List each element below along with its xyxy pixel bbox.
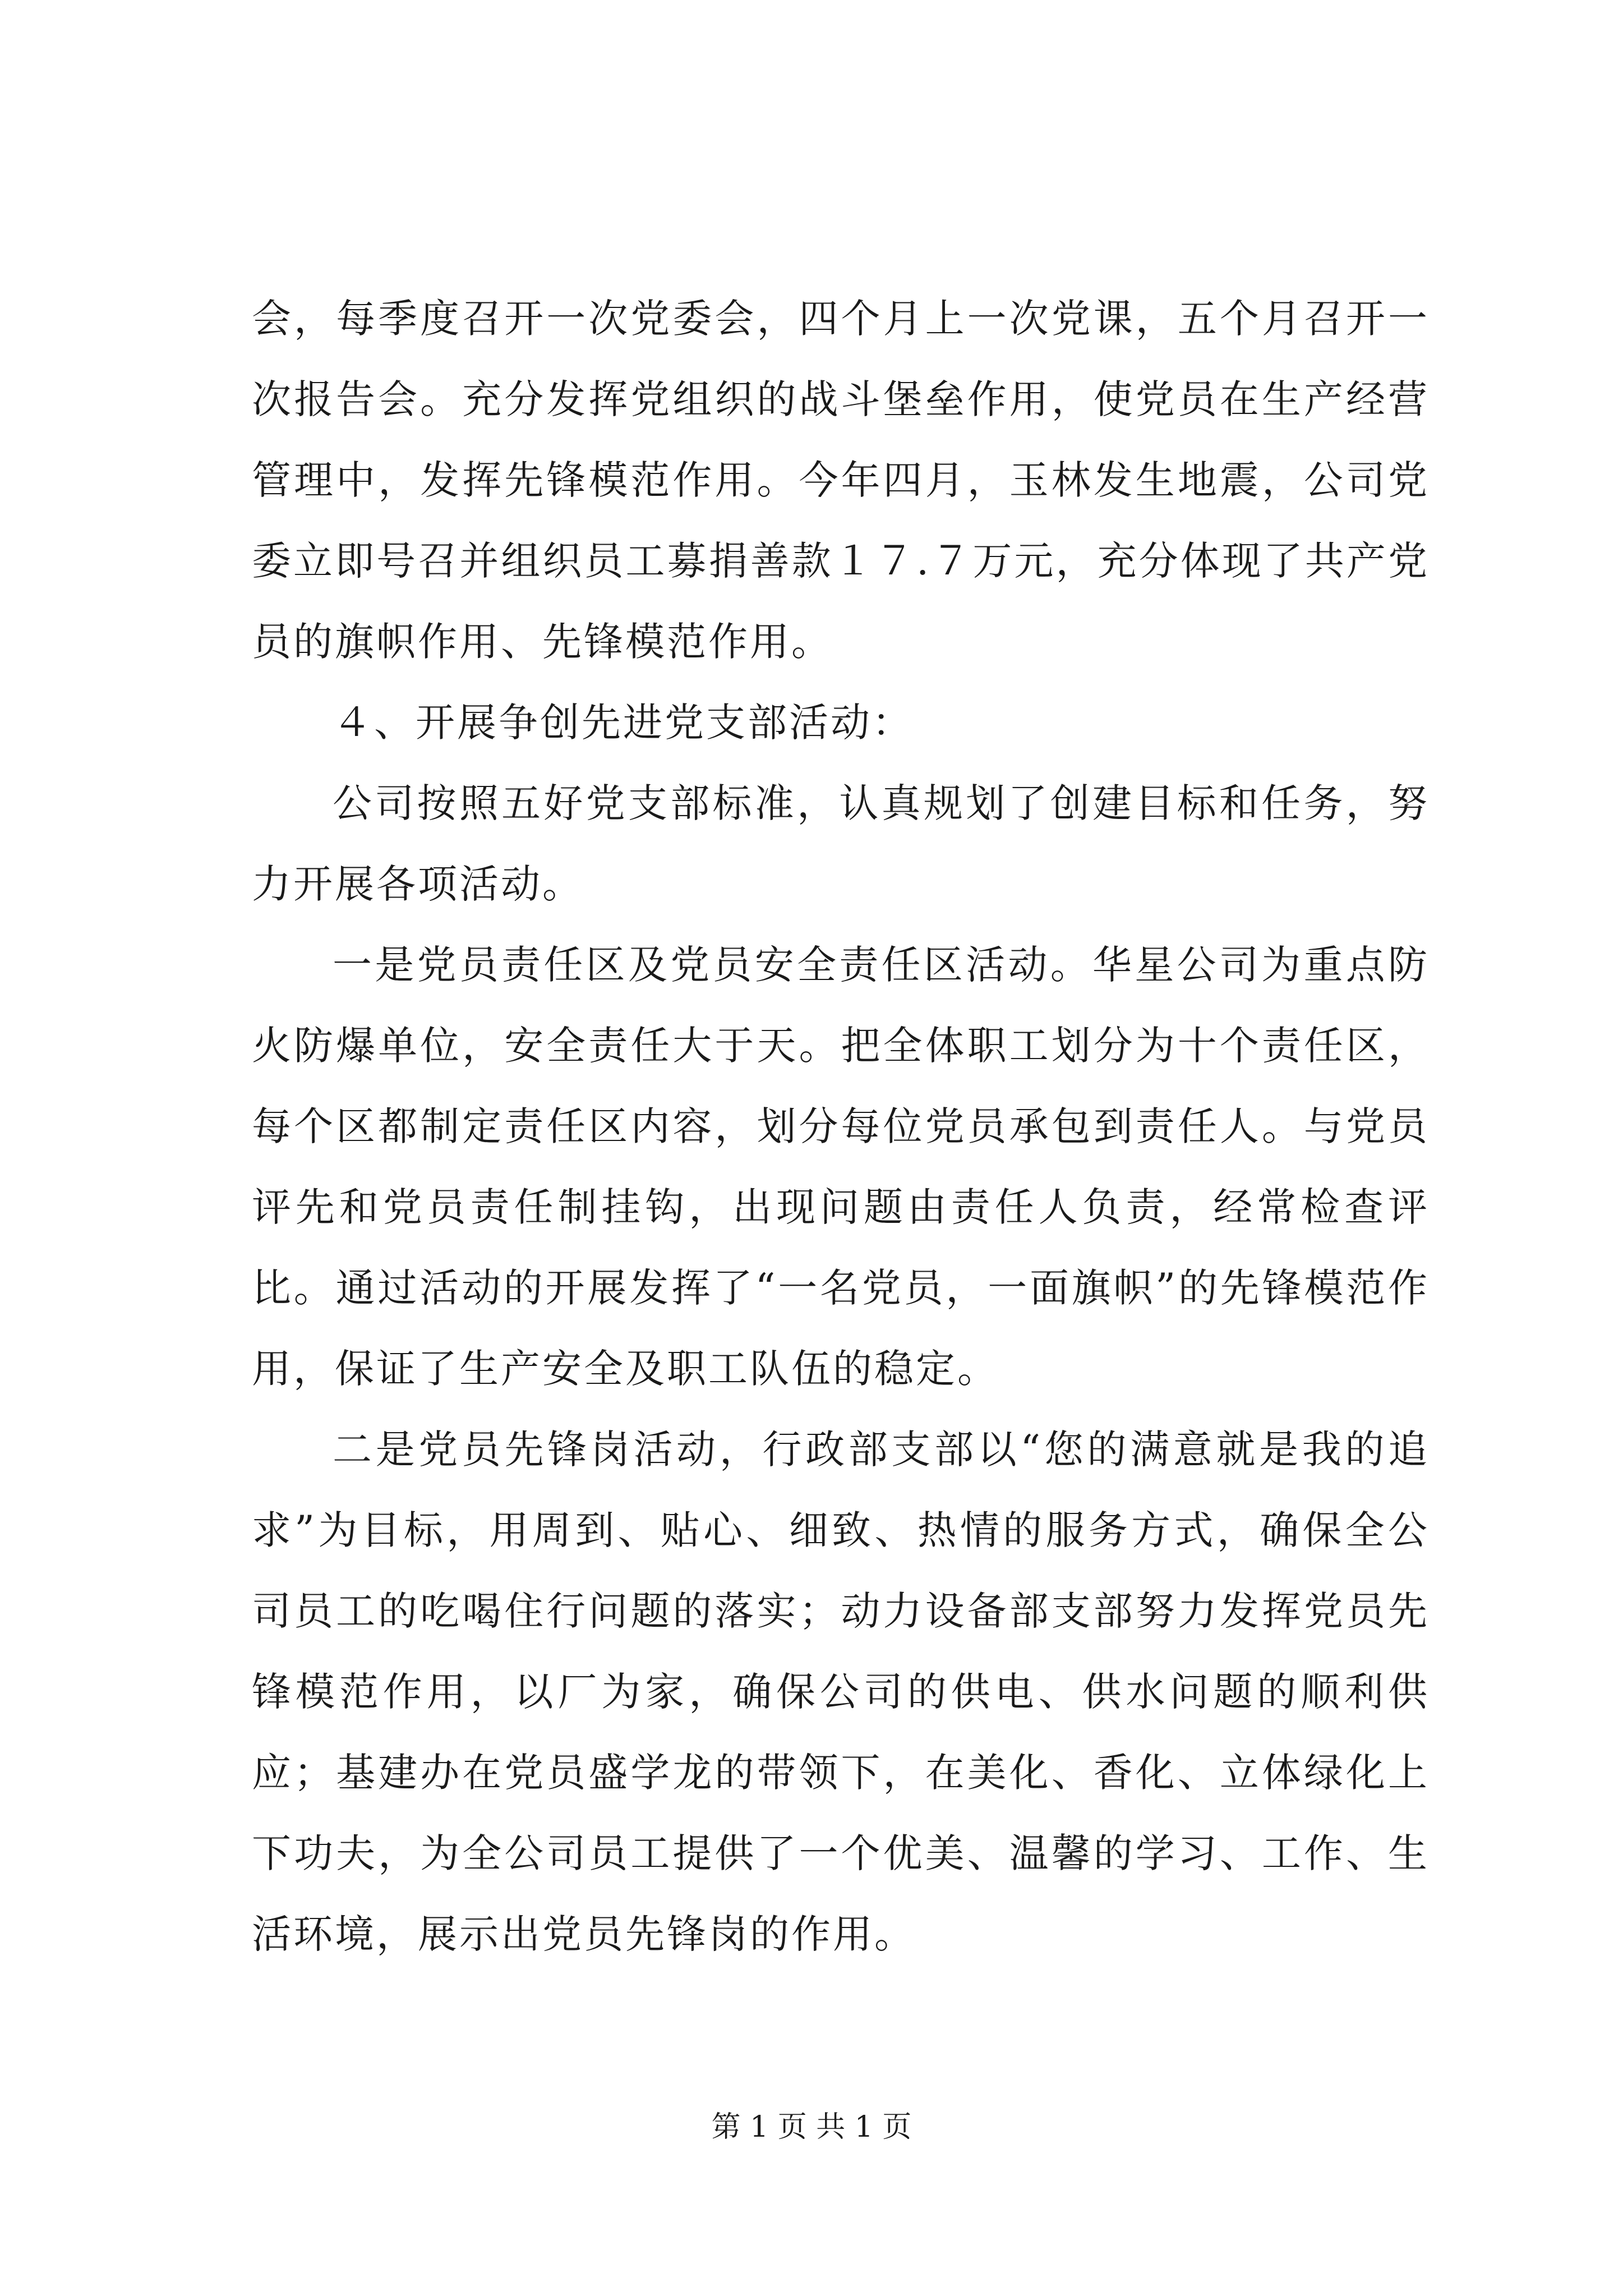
paragraph-continuation: 会，每季度召开一次党委会，四个月上一次党课，五个月召开一次报告会。充分发挥党组织的战斗堡垒作用，使党员在生产经营管理中，发挥先锋模范作用。今年四月，玉林发生地震，公司党委立即号召并组织员工募捐善款１７.７万元，充分体现了共产党员的旗帜作用、先锋模范作用。 (252, 296, 1430, 665)
page-number-footer: 第 1 页 共 1 页 (711, 2110, 912, 2144)
section-heading: ４、开展争创先进党支部活动： (333, 700, 914, 746)
document-body (252, 278, 1430, 1975)
paragraph: 公司按照五好党支部标准，认真规划了创建目标和任务，努力开展各项活动。 (252, 780, 1430, 907)
paragraph: 一是党员责任区及党员安全责任区活动。华星公司为重点防火防爆单位，安全责任大于天。把全体职工划分为十个责任区，每个区都制定责任区内容，划分每位党员承包到责任人。与党员评先和党员责任制挂钩，出现问题由责任人负责，经常检查评比。通过活动的开展发挥了“一名党员，一面旗帜”的先锋模范作用，保证了生产安全及职工队伍的稳定。 (252, 942, 1430, 1392)
paragraph: 二是党员先锋岗活动，行政部支部以“您的满意就是我的追求”为目标，用周到、贴心、细致、热情的服务方式，确保全公司员工的吃喝住行问题的落实；动力设备部支部努力发挥党员先锋模范作用，以厂为家，确保公司的供电、供水问题的顺利供应；基建办在党员盛学龙的带领下，在美化、香化、立体绿化上下功夫，为全公司员工提供了一个优美、温馨的学习、工作、生活环境，展示出党员先锋岗的作用。 (252, 1427, 1430, 1957)
